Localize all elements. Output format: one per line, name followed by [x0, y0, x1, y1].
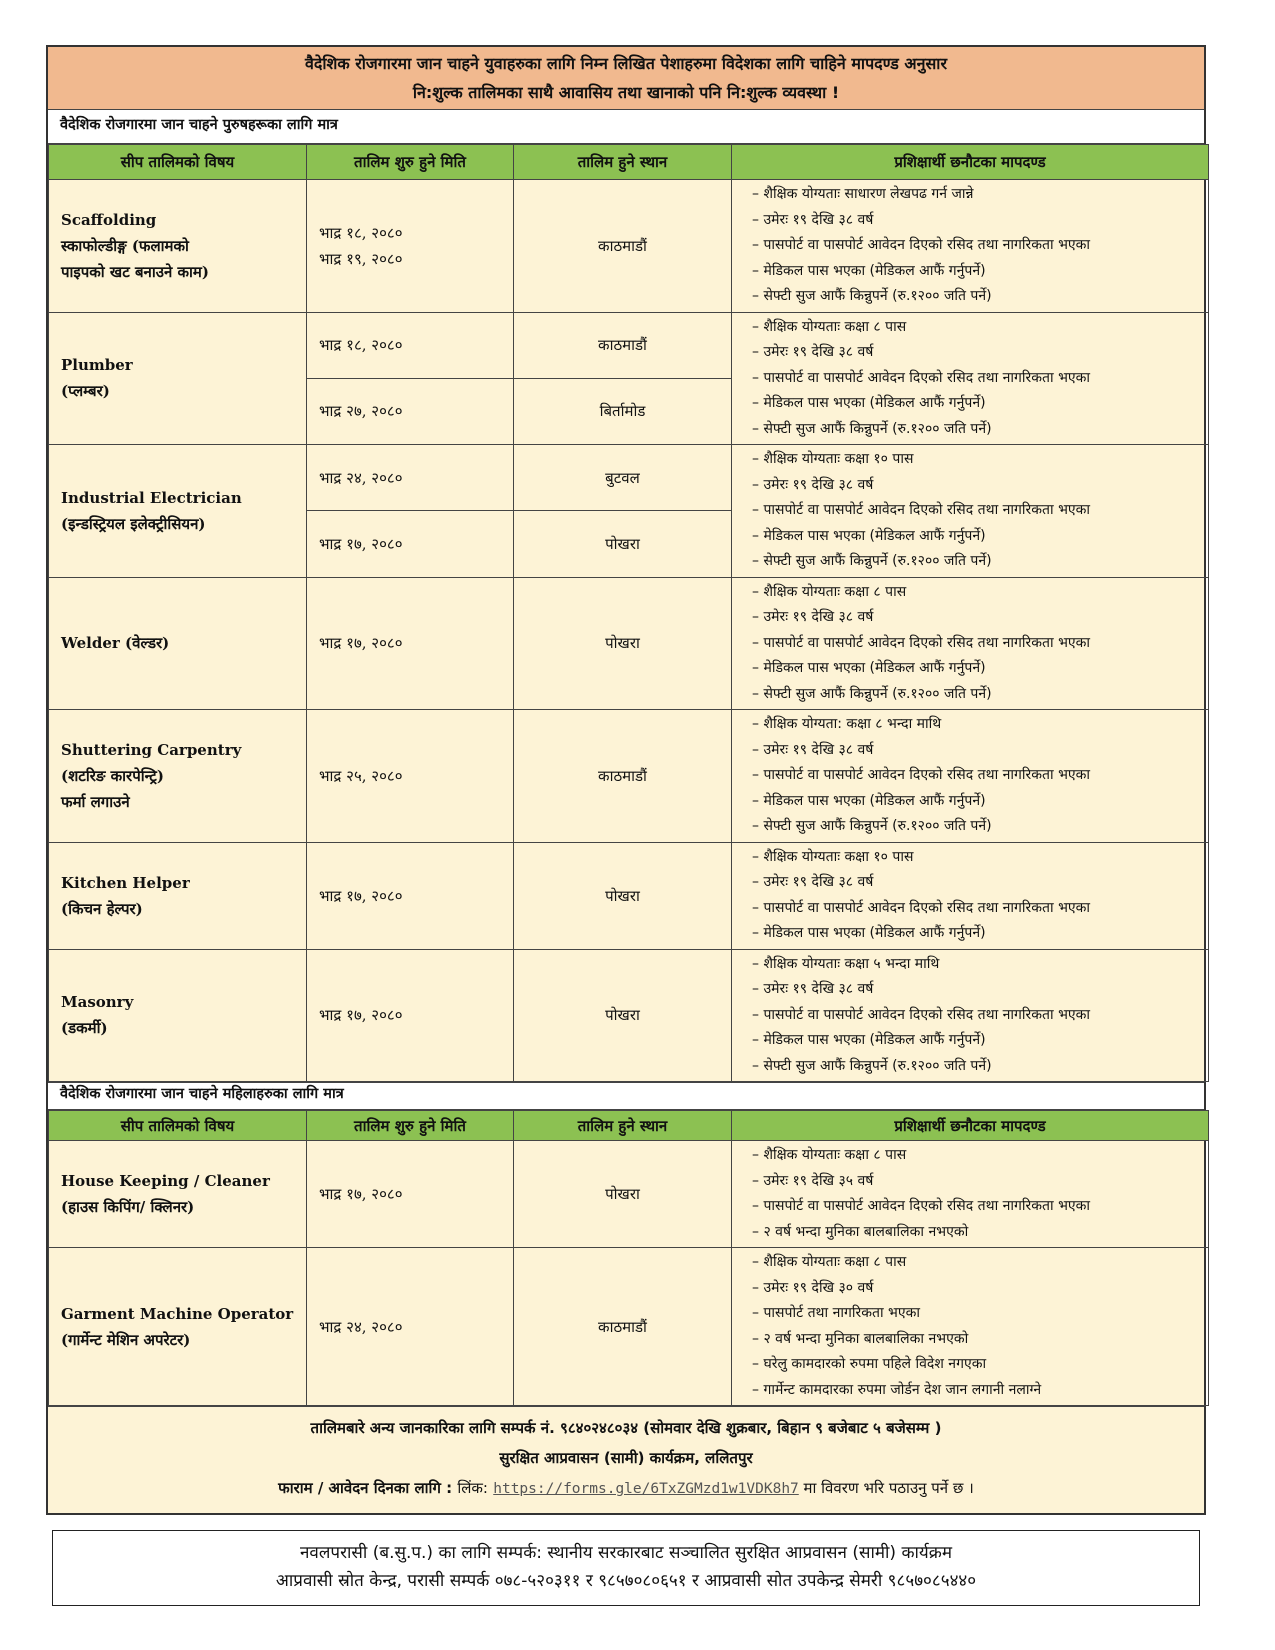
- skill-name-line: (डकर्मी): [61, 1019, 108, 1038]
- criteria-item: – मेडिकल पास भएका (मेडिकल आफैं गर्नुपर्ने): [752, 656, 1200, 682]
- start-date-cell: [307, 378, 514, 444]
- header-skill: सीप तालिमको विषय: [49, 145, 307, 180]
- criteria-item: – शैक्षिक योग्यताः कक्षा ८ पास: [752, 1250, 1200, 1276]
- criteria-item: – शैक्षिक योग्यताः कक्षा ८ पास: [752, 315, 1200, 341]
- criteria-item: – पासपोर्ट वा पासपोर्ट आवेदन दिएको रसिद तथा नागरिकता भएका: [752, 1194, 1200, 1220]
- link-prefix: लिंक:: [457, 1479, 488, 1497]
- start-date-cell: [307, 511, 514, 577]
- skill-cell: [49, 577, 307, 710]
- criteria-item: – उमेरः १९ देखि ३० वर्ष: [752, 1276, 1200, 1302]
- footer-form-line: [48, 1473, 1204, 1504]
- skill-name-line: (किचन हेल्पर): [61, 899, 143, 918]
- skill-name-line: Masonry: [61, 993, 134, 1012]
- criteria-item: – उमेरः १९ देखि ३८ वर्ष: [752, 208, 1200, 234]
- criteria-cell: [732, 1248, 1209, 1406]
- criteria-cell: [732, 842, 1209, 949]
- skill-name-line: फर्मा लगाउने: [61, 792, 130, 811]
- notice-banner: [48, 47, 1204, 110]
- criteria-item: – पासपोर्ट तथा नागरिकता भएका: [752, 1301, 1200, 1327]
- banner-line-2: नि:शुल्क तालिमका साथै आवासिय तथा खानाको पनि नि:शुल्क व्यवस्था !: [412, 83, 840, 102]
- table-header-row: [49, 1111, 1209, 1141]
- criteria-item: – उमेरः १९ देखि ३८ वर्ष: [752, 738, 1200, 764]
- criteria-item: – मेडिकल पास भएका (मेडिकल आफैं गर्नुपर्ने): [752, 1028, 1200, 1054]
- application-form-link[interactable]: https://forms.gle/6TxZGMzd1w1VDK8h7: [493, 1481, 799, 1497]
- criteria-item: – शैक्षिक योग्यताः कक्षा १० पास: [752, 447, 1200, 473]
- start-date: भाद्र १९, २०८०: [319, 249, 403, 268]
- skill-cell: [49, 1248, 307, 1406]
- start-date: भाद्र १७, २०८०: [319, 1185, 403, 1203]
- criteria-item: – सेफ्टी सुज आफैं किन्नुपर्ने (रु.१२०० जति पर्ने): [752, 549, 1200, 575]
- skill-cell: [49, 1141, 307, 1248]
- start-date-cell: [307, 312, 514, 378]
- location-cell: बिर्तामोड: [514, 378, 732, 444]
- start-date: भाद्र १७, २०८०: [319, 1006, 403, 1025]
- criteria-item: – शैक्षिक योग्यताः कक्षा ५ भन्दा माथि: [752, 952, 1200, 978]
- start-date-cell: [307, 1141, 514, 1248]
- header-start-date: तालिम शुरु हुने मिति: [307, 1111, 514, 1141]
- criteria-cell: [732, 312, 1209, 445]
- footer-program-line: सुरक्षित आप्रवासन (सामी) कार्यक्रम, ललितपुर: [499, 1449, 753, 1467]
- start-date-cell: [307, 180, 514, 313]
- start-date: भाद्र १७, २०८०: [319, 634, 403, 653]
- criteria-item: – शैक्षिक योग्यताः कक्षा १० पास: [752, 845, 1200, 871]
- table-row: [49, 180, 1209, 313]
- table-header-row: [49, 145, 1209, 180]
- start-date: भाद्र १७, २०८०: [319, 886, 403, 905]
- start-date-cell: [307, 445, 514, 511]
- criteria-item: – मेडिकल पास भएका (मेडिकल आफैं गर्नुपर्ने): [752, 921, 1200, 947]
- criteria-cell: [732, 1141, 1209, 1248]
- skill-name-line: Garment Machine Operator: [61, 1304, 294, 1323]
- skill-name-line: Shuttering Carpentry: [61, 740, 242, 759]
- start-date: भाद्र १७, २०८०: [319, 534, 403, 553]
- table-row: [49, 445, 1209, 511]
- criteria-item: – शैक्षिक योग्यताः साधारण लेखपढ गर्न जान्ने: [752, 182, 1200, 208]
- location-cell: पोखरा: [514, 1141, 732, 1248]
- start-date-cell: [307, 577, 514, 710]
- criteria-item: – पासपोर्ट वा पासपोर्ट आवेदन दिएको रसिद तथा नागरिकता भएका: [752, 763, 1200, 789]
- banner-line-1: वैदेशिक रोजगारमा जान चाहने युवाहरुका लागि निम्न लिखित पेशाहरुमा विदेशका लागि चाहिने मापदण्ड अनुसार: [304, 54, 948, 73]
- criteria-item: – २ वर्ष भन्दा मुनिका बालबालिका नभएको: [752, 1327, 1200, 1353]
- location-cell: काठमाडौं: [514, 312, 732, 378]
- start-date: भाद्र १८, २०८०: [319, 223, 403, 242]
- nawalparasi-contact-box: [52, 1530, 1200, 1606]
- header-location: तालिम हुने स्थान: [514, 145, 732, 180]
- start-date: भाद्र २४, २०८०: [319, 1317, 403, 1336]
- criteria-item: – घरेलु कामदारको रुपमा पहिले विदेश नगएका: [752, 1352, 1200, 1378]
- men-section-title: वैदेशिक रोजगारमा जान चाहने पुरुषहरूका लागि मात्र: [48, 110, 1204, 144]
- location-cell: पोखरा: [514, 842, 732, 949]
- skill-name-line: पाइपको खट बनाउने काम): [61, 262, 209, 281]
- location-cell: पोखरा: [514, 577, 732, 710]
- skill-name-line: (हाउस किपिंग/ क्लिनर): [61, 1198, 195, 1216]
- criteria-item: – मेडिकल पास भएका (मेडिकल आफैं गर्नुपर्ने): [752, 524, 1200, 550]
- header-skill: सीप तालिमको विषय: [49, 1111, 307, 1141]
- criteria-item: – उमेरः १९ देखि ३८ वर्ष: [752, 605, 1200, 631]
- start-date-cell: [307, 710, 514, 843]
- location-cell: काठमाडौं: [514, 180, 732, 313]
- criteria-cell: [732, 577, 1209, 710]
- skill-name-line: Industrial Electrician: [61, 488, 242, 507]
- skill-name-line: Kitchen Helper: [61, 873, 190, 892]
- criteria-item: – पासपोर्ट वा पासपोर्ट आवेदन दिएको रसिद तथा नागरिकता भएका: [752, 498, 1200, 524]
- start-date: भाद्र २७, २०८०: [319, 402, 403, 421]
- footer-contact-line: तालिमबारे अन्य जानकारिका लागि सम्पर्क नं. ९८४०२४८०३४ (सोमवार देखि शुक्रबार, बिहान ९ बजेबाट ५ बजेसम्म ): [310, 1419, 942, 1437]
- skill-name-line: स्काफोल्डीङ्ग (फलामको: [61, 236, 189, 255]
- criteria-cell: [732, 949, 1209, 1082]
- skill-name-line: (इन्डस्ट्रियल इलेक्ट्रीसियन): [61, 514, 206, 533]
- criteria-item: – उमेरः १९ देखि ३८ वर्ष: [752, 340, 1200, 366]
- start-date: भाद्र २५, २०८०: [319, 766, 403, 785]
- training-notice: [46, 45, 1206, 1515]
- skill-cell: [49, 842, 307, 949]
- start-date-cell: [307, 842, 514, 949]
- women-section-title: वैदेशिक रोजगारमा जान चाहने महिलाहरुका लागि मात्र: [48, 1082, 1204, 1110]
- header-start-date: तालिम शुरु हुने मिति: [307, 145, 514, 180]
- criteria-item: – पासपोर्ट वा पासपोर्ट आवेदन दिएको रसिद तथा नागरिकता भएका: [752, 896, 1200, 922]
- criteria-item: – २ वर्ष भन्दा मुनिका बालबालिका नभएको: [752, 1220, 1200, 1246]
- table-row: [49, 577, 1209, 710]
- contact-line-2: आप्रवासी स्रोत केन्द्र, परासी सम्पर्क ०७८-५२०३११ र ९८५७०८०६५१ र आप्रवासी सोत उपकेन्द्र सेमरी ९८५७०८५४४०: [275, 1571, 977, 1591]
- start-date: भाद्र २४, २०८०: [319, 468, 403, 487]
- skill-name-line: (प्लम्बर): [61, 382, 110, 401]
- skill-name-line: Plumber: [61, 356, 133, 375]
- criteria-item: – उमेरः १९ देखि ३८ वर्ष: [752, 473, 1200, 499]
- criteria-item: – सेफ्टी सुज आफैं किन्नुपर्ने (रु.१२०० जति पर्ने): [752, 814, 1200, 840]
- criteria-item: – पासपोर्ट वा पासपोर्ट आवेदन दिएको रसिद तथा नागरिकता भएका: [752, 1003, 1200, 1029]
- skill-cell: [49, 949, 307, 1082]
- skill-cell: [49, 445, 307, 578]
- link-suffix: मा विवरण भरि पठाउनु पर्ने छ ।: [798, 1479, 974, 1497]
- start-date-cell: [307, 949, 514, 1082]
- skill-cell: [49, 180, 307, 313]
- criteria-item: – उमेरः १९ देखि ३८ वर्ष: [752, 870, 1200, 896]
- table-row: [49, 710, 1209, 843]
- form-label: फाराम / आवेदन दिनका लागि :: [278, 1479, 453, 1497]
- header-criteria: प्रशिक्षार्थी छनौटका मापदण्ड: [732, 1111, 1209, 1141]
- location-cell: पोखरा: [514, 511, 732, 577]
- criteria-cell: [732, 180, 1209, 313]
- criteria-item: – पासपोर्ट वा पासपोर्ट आवेदन दिएको रसिद तथा नागरिकता भएका: [752, 233, 1200, 259]
- skill-cell: [49, 710, 307, 843]
- criteria-item: – मेडिकल पास भएका (मेडिकल आफैं गर्नुपर्ने): [752, 259, 1200, 285]
- criteria-item: – उमेरः १९ देखि ३५ वर्ष: [752, 1169, 1200, 1195]
- header-criteria: प्रशिक्षार्थी छनौटका मापदण्ड: [732, 145, 1209, 180]
- criteria-item: – सेफ्टी सुज आफैं किन्नुपर्ने (रु.१२०० जति पर्ने): [752, 1054, 1200, 1080]
- skill-name-line: Scaffolding: [61, 210, 157, 229]
- table-row: [49, 842, 1209, 949]
- criteria-item: – पासपोर्ट वा पासपोर्ट आवेदन दिएको रसिद तथा नागरिकता भएका: [752, 366, 1200, 392]
- criteria-cell: [732, 710, 1209, 843]
- skill-name-line: (गार्मेन्ट मेशिन अपरेटर): [61, 1330, 191, 1349]
- men-training-table: [48, 144, 1209, 1082]
- criteria-item: – पासपोर्ट वा पासपोर्ट आवेदन दिएको रसिद तथा नागरिकता भएका: [752, 631, 1200, 657]
- criteria-item: – सेफ्टी सुज आफैं किन्नुपर्ने (रु.१२०० जति पर्ने): [752, 682, 1200, 708]
- table-row: [49, 1141, 1209, 1248]
- criteria-item: – मेडिकल पास भएका (मेडिकल आफैं गर्नुपर्ने): [752, 391, 1200, 417]
- skill-name-line: House Keeping / Cleaner: [61, 1172, 270, 1190]
- location-cell: काठमाडौं: [514, 710, 732, 843]
- criteria-item: – सेफ्टी सुज आफैं किन्नुपर्ने (रु.१२०० जति पर्ने): [752, 284, 1200, 310]
- header-location: तालिम हुने स्थान: [514, 1111, 732, 1141]
- location-cell: पोखरा: [514, 949, 732, 1082]
- criteria-item: – शैक्षिक योग्यताः कक्षा ८ पास: [752, 580, 1200, 606]
- location-cell: बुटवल: [514, 445, 732, 511]
- location-cell: काठमाडौं: [514, 1248, 732, 1406]
- skill-name-line: (शटरिङ कारपेन्ट्रि): [61, 766, 164, 785]
- contact-line-1: नवलपरासी (ब.सु.प.) का लागि सम्पर्क: स्थानीय सरकारबाट सञ्चालित सुरक्षित आप्रवासन (सामी) कार्यक्रम: [300, 1543, 952, 1563]
- women-training-table: [48, 1110, 1209, 1406]
- table-row: [49, 949, 1209, 1082]
- skill-name-line: Welder (वेल्डर): [61, 634, 170, 653]
- criteria-item: – शैक्षिक योग्यता: कक्षा ८ भन्दा माथि: [752, 712, 1200, 738]
- criteria-item: – शैक्षिक योग्यताः कक्षा ८ पास: [752, 1143, 1200, 1169]
- start-date-cell: [307, 1248, 514, 1406]
- skill-cell: [49, 312, 307, 445]
- notice-footer: [48, 1406, 1204, 1504]
- start-date: भाद्र १८, २०८०: [319, 336, 403, 355]
- criteria-item: – गार्मेन्ट कामदारका रुपमा जोर्डन देश जान लगानी नलाग्ने: [752, 1378, 1200, 1404]
- table-row: [49, 312, 1209, 378]
- criteria-item: – उमेरः १९ देखि ३८ वर्ष: [752, 977, 1200, 1003]
- criteria-cell: [732, 445, 1209, 578]
- table-row: [49, 1248, 1209, 1406]
- criteria-item: – मेडिकल पास भएका (मेडिकल आफैं गर्नुपर्ने): [752, 789, 1200, 815]
- criteria-item: – सेफ्टी सुज आफैं किन्नुपर्ने (रु.१२०० जति पर्ने): [752, 417, 1200, 443]
